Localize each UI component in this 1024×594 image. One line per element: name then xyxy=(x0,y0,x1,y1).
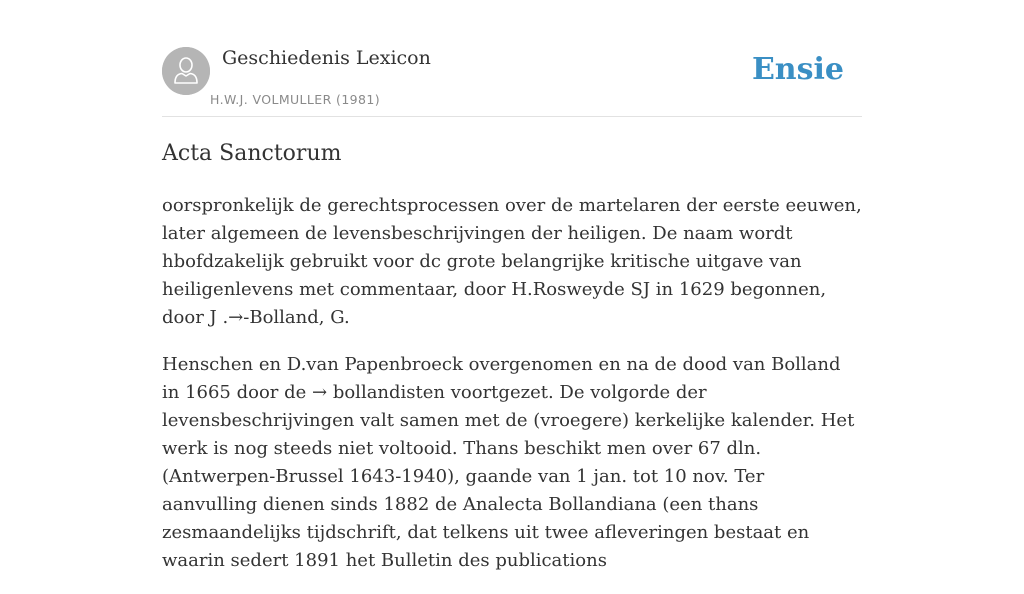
brand-logo[interactable]: Ensie xyxy=(751,52,844,87)
source-header xyxy=(162,46,862,117)
user-avatar-icon[interactable] xyxy=(162,47,210,95)
source-title[interactable]: Geschiedenis Lexicon xyxy=(222,47,431,69)
source-author: H.W.J. VOLMULLER (1981) xyxy=(210,92,381,107)
article-body xyxy=(162,192,862,594)
paragraph: Henschen en D.van Papenbroeck overgenomen en na de dood van Bolland in 1665 door de → bollandisten voortgezet. De volgorde der levensbeschrijvingen valt samen met de (vroegere) kerkelijke kalender. Het werk is nog steeds niet voltooid. Thans beschikt men over 67 dln. (Antwerpen-Brussel 1643-1940), gaande van 1 jan. tot 10 nov. Ter aanvulling dienen sinds 1882 de Analecta Bollandiana (een thans zesmaandelijks tijdschrift, dat telkens uit twee afleveringen bestaat en waarin sedert 1891 het Bulletin des publications xyxy=(162,354,855,571)
paragraph: oorspronkelijk de gerechtsprocessen over de martelaren der eerste eeuwen, later algemeen de levensbeschrijvingen der heiligen. De naam wordt hbofdzakelijk gebruikt voor dc grote belangrijke kritische uitgave van heiligenlevens met commentaar, door H.Rosweyde SJ in 1629 begonnen, door J .→-Bolland, G. xyxy=(162,195,862,328)
article-title: Acta Sanctorum xyxy=(162,141,342,166)
